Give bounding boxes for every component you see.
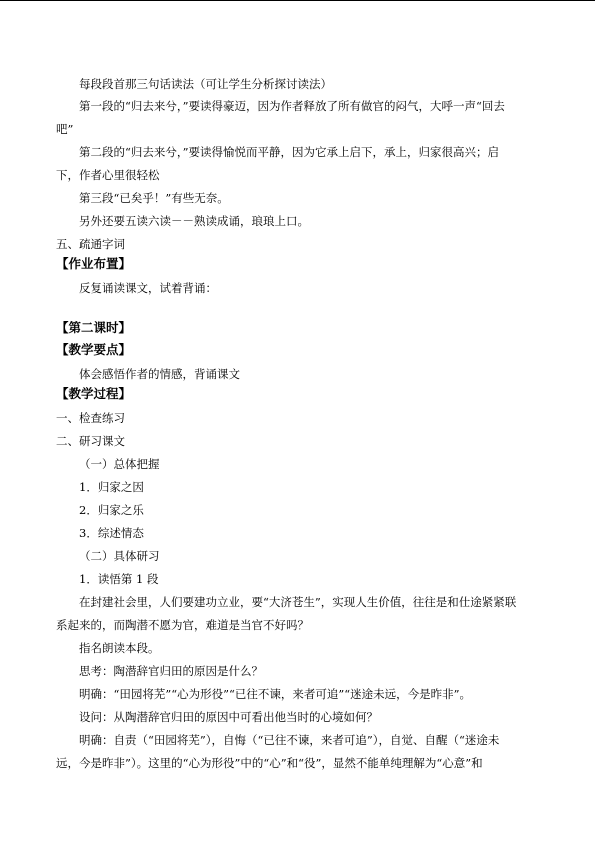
- follow-up-question: 设问：从陶潜辞官归田的原因中可看出他当时的心境如何？: [79, 710, 378, 724]
- section-5-heading: 五、疏通字词: [56, 237, 125, 251]
- second-lesson-heading: 【第二课时】: [56, 320, 132, 335]
- answer-2-cont: 远，今是昨非”）。这里的“心为形役”中的“心”和“役”，显然不能单纯理解为“心意”和: [56, 756, 483, 770]
- answer-2: 明确：自责（“田园将芜”），自悔（“已往不谏，来者可追”），自觉、自醒（“迷途未: [79, 733, 500, 747]
- detailed-study-heading: （二）具体研习: [79, 549, 160, 563]
- read-aloud-instruction: 指名朗读本段。: [79, 641, 160, 655]
- step-2-study-text: 二、研习课文: [56, 434, 125, 448]
- feudal-society-paragraph-cont: 系起来的，而陶潜不愿为官，难道是当官不好吗？: [56, 618, 309, 632]
- overall-item-3: 3．综述情态: [79, 526, 144, 540]
- homework-heading: 【作业布置】: [56, 256, 132, 271]
- think-question: 思考：陶潜辞官归田的原因是什么？: [79, 664, 263, 678]
- teaching-points-text: 体会感悟作者的情感，背诵课文: [79, 367, 240, 381]
- recitation-note: 另外还要五读六读－－熟读成诵，琅琅上口。: [79, 214, 309, 228]
- overall-grasp-heading: （一）总体把握: [79, 457, 160, 471]
- answer-1: 明确：“田园将芜”“心为形役”“已往不谏，来者可追”“迷途未远，今是昨非”。: [79, 687, 472, 701]
- paragraph-2-reading: 第二段的“归去来兮，”要读得愉悦而平静，因为它承上启下，承上，归家很高兴；启: [79, 145, 500, 159]
- teaching-process-heading: 【教学过程】: [56, 386, 132, 401]
- paragraph-3-reading: 第三段“已矣乎！”有些无奈。: [79, 191, 229, 205]
- teaching-points-heading: 【教学要点】: [56, 342, 132, 357]
- step-1-check-exercises: 一、检查练习: [56, 411, 125, 425]
- paragraph-1-reading-cont: 吧”: [56, 122, 74, 136]
- detailed-item-1: 1．读悟第 1 段: [79, 572, 159, 586]
- overall-item-1: 1．归家之因: [79, 480, 144, 494]
- homework-text: 反复诵读课文，试着背诵：: [79, 281, 217, 295]
- paragraph-2-reading-cont: 下，作者心里很轻松: [56, 168, 160, 182]
- feudal-society-paragraph: 在封建社会里，人们要建功立业，要“大济苍生”，实现人生价值，往往是和仕途紧紧联: [79, 595, 517, 609]
- page-top-border: [0, 0, 595, 1]
- overall-item-2: 2．归家之乐: [79, 503, 144, 517]
- reading-method-intro: 每段段首那三句话读法（可让学生分析探讨读法）: [79, 77, 332, 91]
- paragraph-1-reading: 第一段的“归去来兮，”要读得豪迈，因为作者释放了所有做官的闷气，大呼一声“回去: [79, 99, 505, 113]
